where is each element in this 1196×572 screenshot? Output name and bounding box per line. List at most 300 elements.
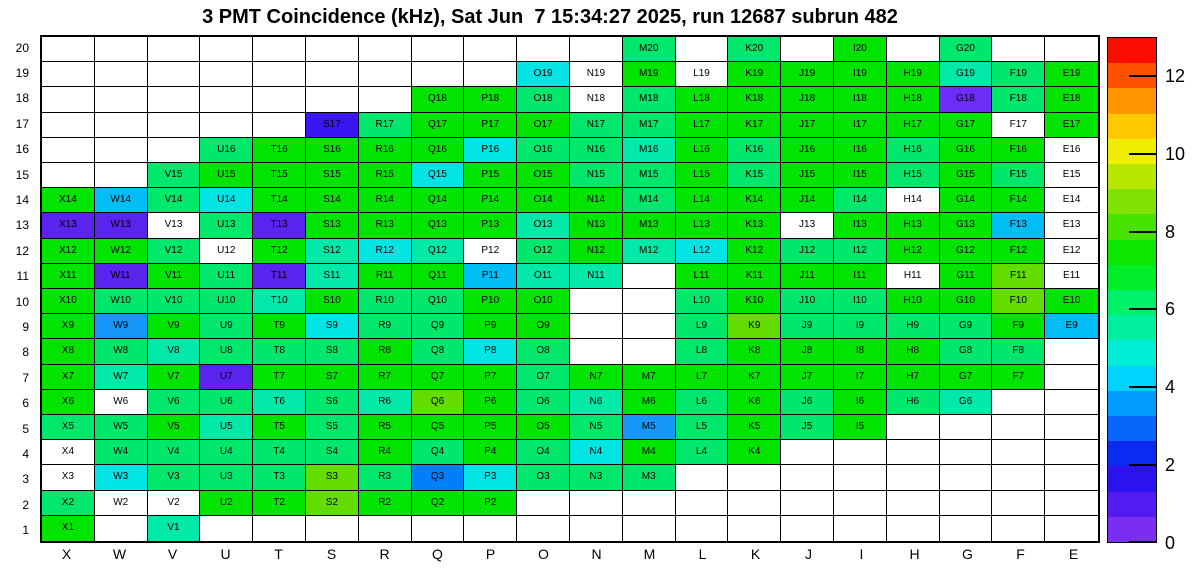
cell-L10: L10	[676, 289, 729, 314]
grid-cell-empty	[148, 87, 201, 112]
cell-H8: H8	[887, 339, 940, 364]
cell-U9: U9	[200, 314, 253, 339]
cell-X1: X1	[42, 516, 95, 541]
grid-cell-empty	[306, 87, 359, 112]
grid-cell-empty	[992, 440, 1045, 465]
cell-K7: K7	[728, 365, 781, 390]
grid-cell-empty	[992, 491, 1045, 516]
grid-cell-empty	[1045, 339, 1098, 364]
cell-Q5: Q5	[412, 415, 465, 440]
cell-I7: I7	[834, 365, 887, 390]
cell-H16: H16	[887, 138, 940, 163]
cell-E12: E12	[1045, 239, 1098, 264]
cell-R8: R8	[359, 339, 412, 364]
cell-V3: V3	[148, 465, 201, 490]
grid-cell-empty	[95, 87, 148, 112]
col-label-Q: Q	[432, 546, 443, 562]
cell-T11: T11	[253, 264, 306, 289]
cell-X2: X2	[42, 491, 95, 516]
grid-cell-empty	[306, 62, 359, 87]
cell-N7: N7	[570, 365, 623, 390]
cell-N6: N6	[570, 390, 623, 415]
cell-T13: T13	[253, 213, 306, 238]
cell-N15: N15	[570, 163, 623, 188]
grid-cell-empty	[464, 62, 517, 87]
grid-cell-empty	[253, 37, 306, 62]
col-label-P: P	[485, 546, 496, 562]
cell-K6: K6	[728, 390, 781, 415]
colorbar-band	[1108, 139, 1156, 164]
grid-cell-empty	[1045, 390, 1098, 415]
cell-O3: O3	[517, 465, 570, 490]
cell-G7: G7	[940, 365, 993, 390]
cell-X5: X5	[42, 415, 95, 440]
cell-S2: S2	[306, 491, 359, 516]
cell-U8: U8	[200, 339, 253, 364]
row-label-4: 4	[22, 447, 29, 462]
cell-L9: L9	[676, 314, 729, 339]
cell-P13: P13	[464, 213, 517, 238]
grid-cell-empty	[570, 289, 623, 314]
cell-S8: S8	[306, 339, 359, 364]
colorbar-tick-label: 6	[1165, 299, 1176, 320]
cell-O12: O12	[517, 239, 570, 264]
cell-I18: I18	[834, 87, 887, 112]
cell-K18: K18	[728, 87, 781, 112]
cell-Q17: Q17	[412, 113, 465, 138]
cell-V5: V5	[148, 415, 201, 440]
col-label-L: L	[698, 546, 707, 562]
cell-N4: N4	[570, 440, 623, 465]
cell-U14: U14	[200, 188, 253, 213]
cell-G9: G9	[940, 314, 993, 339]
colorbar-band	[1108, 214, 1156, 239]
cell-P6: P6	[464, 390, 517, 415]
cell-P18: P18	[464, 87, 517, 112]
cell-I10: I10	[834, 289, 887, 314]
cell-P8: P8	[464, 339, 517, 364]
row-label-2: 2	[22, 497, 29, 512]
grid-cell-empty	[781, 516, 834, 541]
cell-J10: J10	[781, 289, 834, 314]
cell-X14: X14	[42, 188, 95, 213]
grid-cell-empty	[42, 163, 95, 188]
cell-G15: G15	[940, 163, 993, 188]
colorbar-band	[1108, 466, 1156, 491]
cell-F18: F18	[992, 87, 1045, 112]
cell-E18: E18	[1045, 87, 1098, 112]
cell-F10: F10	[992, 289, 1045, 314]
cell-X10: X10	[42, 289, 95, 314]
grid-cell-empty	[42, 113, 95, 138]
grid-cell-empty	[517, 37, 570, 62]
cell-V11: V11	[148, 264, 201, 289]
cell-U3: U3	[200, 465, 253, 490]
cell-W5: W5	[95, 415, 148, 440]
grid-cell-empty	[570, 491, 623, 516]
cell-L7: L7	[676, 365, 729, 390]
colorbar-tick-label: 2	[1165, 455, 1176, 476]
grid-cell-empty	[148, 138, 201, 163]
cell-V10: V10	[148, 289, 201, 314]
grid-cell-empty	[412, 516, 465, 541]
cell-X3: X3	[42, 465, 95, 490]
cell-Q8: Q8	[412, 339, 465, 364]
cell-R2: R2	[359, 491, 412, 516]
cell-R4: R4	[359, 440, 412, 465]
cell-W12: W12	[95, 239, 148, 264]
cell-L8: L8	[676, 339, 729, 364]
cell-K5: K5	[728, 415, 781, 440]
cell-U4: U4	[200, 440, 253, 465]
grid-cell-empty	[834, 491, 887, 516]
cell-P11: P11	[464, 264, 517, 289]
colorbar-band	[1108, 517, 1156, 542]
cell-K14: K14	[728, 188, 781, 213]
cell-T14: T14	[253, 188, 306, 213]
col-label-H: H	[909, 546, 920, 562]
colorbar-band	[1108, 391, 1156, 416]
cell-L16: L16	[676, 138, 729, 163]
cell-M4: M4	[623, 440, 676, 465]
cell-T6: T6	[253, 390, 306, 415]
cell-T16: T16	[253, 138, 306, 163]
cell-F17: F17	[992, 113, 1045, 138]
cell-P3: P3	[464, 465, 517, 490]
cell-K17: K17	[728, 113, 781, 138]
cell-N19: N19	[570, 62, 623, 87]
cell-H15: H15	[887, 163, 940, 188]
cell-T9: T9	[253, 314, 306, 339]
cell-M12: M12	[623, 239, 676, 264]
grid-cell-empty	[728, 516, 781, 541]
cell-J16: J16	[781, 138, 834, 163]
cell-G13: G13	[940, 213, 993, 238]
grid-cell-empty	[412, 62, 465, 87]
cell-X4: X4	[42, 440, 95, 465]
row-label-20: 20	[15, 40, 29, 55]
cell-T8: T8	[253, 339, 306, 364]
cell-F7: F7	[992, 365, 1045, 390]
cell-P16: P16	[464, 138, 517, 163]
chart-title: 3 PMT Coincidence (kHz), Sat Jun 7 15:34:27 2025, run 12687 subrun 482	[202, 6, 898, 28]
cell-L4: L4	[676, 440, 729, 465]
cell-T5: T5	[253, 415, 306, 440]
grid-cell-empty	[95, 37, 148, 62]
cell-S14: S14	[306, 188, 359, 213]
cell-W13: W13	[95, 213, 148, 238]
cell-K19: K19	[728, 62, 781, 87]
cell-S7: S7	[306, 365, 359, 390]
grid-cell-empty	[940, 415, 993, 440]
colorbar-band	[1108, 492, 1156, 517]
colorbar-band	[1108, 290, 1156, 315]
cell-W8: W8	[95, 339, 148, 364]
grid-cell-empty	[1045, 465, 1098, 490]
grid-cell-empty	[517, 516, 570, 541]
row-label-11: 11	[16, 269, 29, 284]
grid-cell-empty	[200, 37, 253, 62]
cell-L17: L17	[676, 113, 729, 138]
row-label-18: 18	[15, 91, 29, 106]
cell-O17: O17	[517, 113, 570, 138]
cell-P7: P7	[464, 365, 517, 390]
row-label-7: 7	[22, 370, 29, 385]
cell-R9: R9	[359, 314, 412, 339]
colorbar-band	[1108, 114, 1156, 139]
grid-cell-empty	[623, 314, 676, 339]
grid-cell-empty	[940, 440, 993, 465]
cell-N18: N18	[570, 87, 623, 112]
cell-U13: U13	[200, 213, 253, 238]
x-axis-labels	[40, 546, 1100, 566]
col-label-M: M	[643, 546, 656, 562]
cell-U2: U2	[200, 491, 253, 516]
cell-U11: U11	[200, 264, 253, 289]
cell-K11: K11	[728, 264, 781, 289]
cell-G17: G17	[940, 113, 993, 138]
cell-P14: P14	[464, 188, 517, 213]
cell-F9: F9	[992, 314, 1045, 339]
grid-cell-empty	[1045, 365, 1098, 390]
cell-F11: F11	[992, 264, 1045, 289]
cell-K8: K8	[728, 339, 781, 364]
cell-I20: I20	[834, 37, 887, 62]
col-label-U: U	[220, 546, 231, 562]
cell-I5: I5	[834, 415, 887, 440]
cell-J12: J12	[781, 239, 834, 264]
grid-cell-empty	[887, 415, 940, 440]
cell-L12: L12	[676, 239, 729, 264]
cell-Q15: Q15	[412, 163, 465, 188]
colorbar-band	[1108, 189, 1156, 214]
grid-cell-empty	[359, 62, 412, 87]
grid-cell-empty	[887, 465, 940, 490]
cell-O18: O18	[517, 87, 570, 112]
grid-cell-empty	[1045, 37, 1098, 62]
cell-M3: M3	[623, 465, 676, 490]
cell-R11: R11	[359, 264, 412, 289]
cell-I11: I11	[834, 264, 887, 289]
cell-S12: S12	[306, 239, 359, 264]
cell-Q9: Q9	[412, 314, 465, 339]
cell-O11: O11	[517, 264, 570, 289]
grid-cell-empty	[359, 516, 412, 541]
cell-N3: N3	[570, 465, 623, 490]
grid-cell-empty	[1045, 415, 1098, 440]
grid-cell-empty	[781, 37, 834, 62]
grid-cell-empty	[570, 314, 623, 339]
cell-S9: S9	[306, 314, 359, 339]
colorbar-tick-label: 8	[1165, 221, 1176, 242]
grid-cell-empty	[412, 37, 465, 62]
cell-L13: L13	[676, 213, 729, 238]
cell-R7: R7	[359, 365, 412, 390]
cell-V6: V6	[148, 390, 201, 415]
cell-K15: K15	[728, 163, 781, 188]
cell-G16: G16	[940, 138, 993, 163]
row-label-12: 12	[15, 243, 29, 258]
cell-V2: V2	[148, 491, 201, 516]
grid-cell-empty	[834, 516, 887, 541]
cell-L18: L18	[676, 87, 729, 112]
row-label-13: 13	[15, 218, 29, 233]
cell-O10: O10	[517, 289, 570, 314]
cell-M14: M14	[623, 188, 676, 213]
row-label-1: 1	[22, 523, 29, 538]
cell-Q10: Q10	[412, 289, 465, 314]
cell-R12: R12	[359, 239, 412, 264]
grid-cell-empty	[887, 491, 940, 516]
cell-P10: P10	[464, 289, 517, 314]
cell-J19: J19	[781, 62, 834, 87]
grid-cell-empty	[253, 113, 306, 138]
cell-O19: O19	[517, 62, 570, 87]
cell-T7: T7	[253, 365, 306, 390]
colorbar-band	[1108, 340, 1156, 365]
grid-cell-empty	[992, 415, 1045, 440]
grid-cell-empty	[570, 37, 623, 62]
cell-Q4: Q4	[412, 440, 465, 465]
cell-T10: T10	[253, 289, 306, 314]
row-label-17: 17	[15, 116, 29, 131]
cell-R16: R16	[359, 138, 412, 163]
grid-cell-empty	[992, 465, 1045, 490]
grid-cell-empty	[42, 62, 95, 87]
cell-E10: E10	[1045, 289, 1098, 314]
colorbar-band	[1108, 441, 1156, 466]
cell-Q12: Q12	[412, 239, 465, 264]
colorbar	[1107, 37, 1157, 543]
cell-R14: R14	[359, 188, 412, 213]
cell-V9: V9	[148, 314, 201, 339]
cell-S10: S10	[306, 289, 359, 314]
cell-V14: V14	[148, 188, 201, 213]
grid-cell-empty	[728, 465, 781, 490]
cell-I8: I8	[834, 339, 887, 364]
cell-U15: U15	[200, 163, 253, 188]
cell-M20: M20	[623, 37, 676, 62]
grid-cell-empty	[623, 289, 676, 314]
cell-I19: I19	[834, 62, 887, 87]
cell-U12: U12	[200, 239, 253, 264]
cell-H10: H10	[887, 289, 940, 314]
cell-Q18: Q18	[412, 87, 465, 112]
colorbar-band	[1108, 240, 1156, 265]
cell-G8: G8	[940, 339, 993, 364]
cell-J7: J7	[781, 365, 834, 390]
cell-O14: O14	[517, 188, 570, 213]
cell-F8: F8	[992, 339, 1045, 364]
cell-K13: K13	[728, 213, 781, 238]
cell-P2: P2	[464, 491, 517, 516]
grid-cell-empty	[1045, 516, 1098, 541]
cell-H9: H9	[887, 314, 940, 339]
cell-M19: M19	[623, 62, 676, 87]
cell-O6: O6	[517, 390, 570, 415]
cell-X6: X6	[42, 390, 95, 415]
cell-E13: E13	[1045, 213, 1098, 238]
colorbar-tick-label: 10	[1165, 143, 1186, 164]
cell-Q6: Q6	[412, 390, 465, 415]
cell-O7: O7	[517, 365, 570, 390]
cell-I6: I6	[834, 390, 887, 415]
colorbar-band	[1108, 88, 1156, 113]
cell-O5: O5	[517, 415, 570, 440]
cell-M13: M13	[623, 213, 676, 238]
grid-cell-empty	[95, 113, 148, 138]
cell-M16: M16	[623, 138, 676, 163]
cell-F12: F12	[992, 239, 1045, 264]
row-label-19: 19	[15, 66, 29, 81]
grid-cell-empty	[887, 37, 940, 62]
cell-N14: N14	[570, 188, 623, 213]
grid-cell-empty	[834, 465, 887, 490]
grid-cell-empty	[306, 37, 359, 62]
cell-F14: F14	[992, 188, 1045, 213]
cell-U10: U10	[200, 289, 253, 314]
cell-E19: E19	[1045, 62, 1098, 87]
cell-H13: H13	[887, 213, 940, 238]
cell-Q14: Q14	[412, 188, 465, 213]
grid-cell-empty	[464, 37, 517, 62]
cell-Q13: Q13	[412, 213, 465, 238]
cell-G14: G14	[940, 188, 993, 213]
colorbar-band	[1108, 38, 1156, 63]
cell-P4: P4	[464, 440, 517, 465]
col-label-N: N	[591, 546, 602, 562]
y-axis-labels	[0, 35, 36, 543]
cell-V15: V15	[148, 163, 201, 188]
grid-cell-empty	[148, 113, 201, 138]
row-label-15: 15	[15, 167, 29, 182]
cell-M17: M17	[623, 113, 676, 138]
row-label-9: 9	[22, 320, 29, 335]
cell-X11: X11	[42, 264, 95, 289]
cell-P15: P15	[464, 163, 517, 188]
grid-cell-empty	[200, 87, 253, 112]
grid-cell-empty	[42, 37, 95, 62]
cell-S3: S3	[306, 465, 359, 490]
grid-cell-empty	[517, 491, 570, 516]
cell-I13: I13	[834, 213, 887, 238]
cell-E9: E9	[1045, 314, 1098, 339]
grid-cell-empty	[992, 390, 1045, 415]
cell-L15: L15	[676, 163, 729, 188]
col-label-I: I	[859, 546, 864, 562]
cell-M6: M6	[623, 390, 676, 415]
cell-N11: N11	[570, 264, 623, 289]
heatmap-grid	[40, 35, 1100, 543]
col-label-R: R	[379, 546, 390, 562]
cell-F16: F16	[992, 138, 1045, 163]
grid-cell-empty	[940, 465, 993, 490]
grid-cell-empty	[200, 113, 253, 138]
col-label-K: K	[750, 546, 761, 562]
cell-S13: S13	[306, 213, 359, 238]
cell-I16: I16	[834, 138, 887, 163]
cell-E11: E11	[1045, 264, 1098, 289]
grid-cell-empty	[148, 37, 201, 62]
cell-I9: I9	[834, 314, 887, 339]
cell-P5: P5	[464, 415, 517, 440]
cell-V12: V12	[148, 239, 201, 264]
col-label-W: W	[112, 546, 127, 562]
cell-S17: S17	[306, 113, 359, 138]
col-label-V: V	[167, 546, 178, 562]
cell-H12: H12	[887, 239, 940, 264]
cell-X12: X12	[42, 239, 95, 264]
